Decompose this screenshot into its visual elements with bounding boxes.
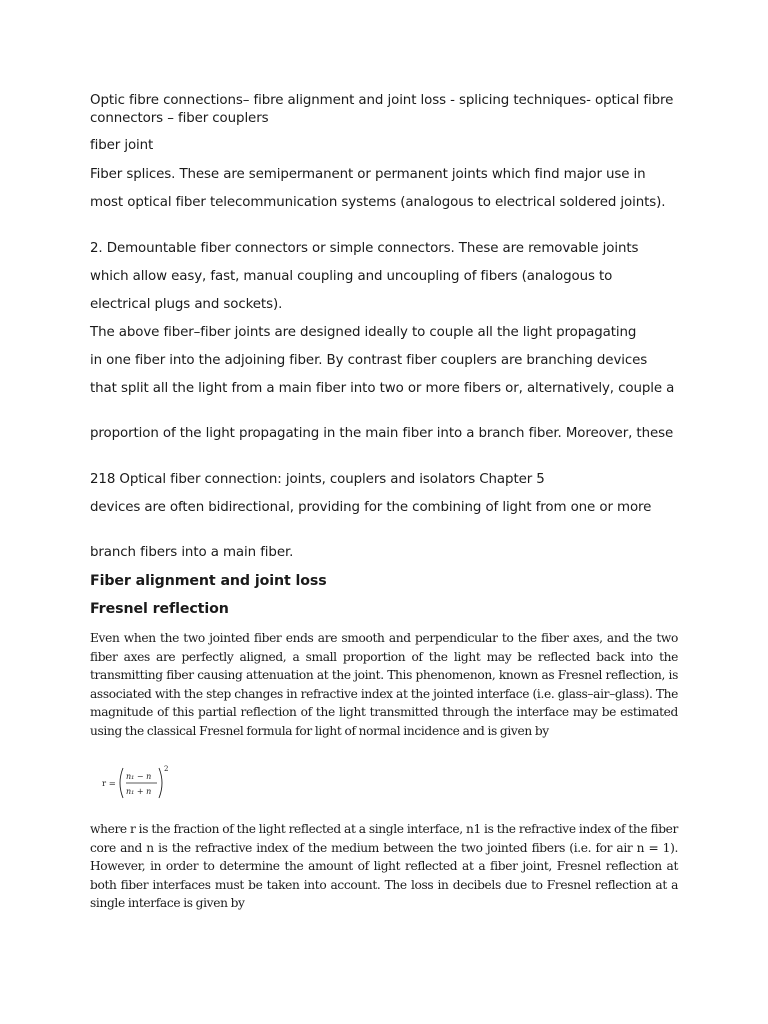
formula-denominator: n₁ + n (126, 787, 152, 796)
page-reference: 218 Optical fiber connection: joints, couplers and isolators Chapter 5 (90, 472, 545, 487)
formula-numerator: n₁ − n (126, 772, 152, 781)
paragraph-line: Fiber splices. These are semipermanent or permanent joints which find major use in (90, 167, 646, 182)
paragraph-line: which allow easy, fast, manual coupling and uncoupling of fibers (analogous to (90, 269, 613, 284)
paragraph-line: The above fiber–fiber joints are designed ideally to couple all the light propagating (90, 325, 637, 340)
heading-fresnel-reflection: Fresnel reflection (90, 601, 229, 617)
paragraph-line: branch fibers into a main fiber. (90, 545, 294, 560)
paragraph-line: 2. Demountable fiber connectors or simple connectors. These are removable joints (90, 241, 639, 256)
formula-lhs: r = (102, 779, 116, 789)
fresnel-explanation-paragraph: where r is the fraction of the light reflected at a single interface, n1 is the refractive index of the fiber core and n is the refractive index of the medium between the two jointed fibers (i.e. for air n = 1). However, in order to determine the amount of light reflected at a fiber joint, Fresnel reflection at both fiber interfaces must be taken into account. The loss in decibels due to Fresnel reflection at a single interface is given by (90, 822, 678, 911)
paragraph-line: that split all the light from a main fiber into two or more fibers or, alternatively, couple a (90, 381, 675, 396)
intro-topics: Optic fibre connections– fibre alignment and joint loss - splicing techniques- optical fibre connectors – fiber couplers (90, 93, 674, 126)
paragraph-line: electrical plugs and sockets). (90, 297, 283, 312)
formula-exponent: 2 (164, 765, 169, 773)
paragraph-line: proportion of the light propagating in the main fiber into a branch fiber. Moreover, these (90, 426, 674, 441)
fresnel-intro-paragraph: Even when the two jointed fiber ends are smooth and perpendicular to the fiber axes, and the two fiber axes are perfectly aligned, a small proportion of the light may be reflected back into the transmitting fiber causing attenuation at the joint. This phenomenon, known as Fresnel reflection, is associated with the step changes in refractive index at the jointed interface (i.e. glass–air–glass). The magnitude of this partial reflection of the light transmitted through the interface may be estimated using the classical Fresnel formula for light of normal incidence and is given by (90, 631, 678, 738)
formula-left-paren (120, 768, 123, 798)
formula-right-paren (159, 768, 162, 798)
paragraph-line: in one fiber into the adjoining fiber. By contrast fiber couplers are branching devices (90, 353, 648, 368)
heading-fiber-alignment: Fiber alignment and joint loss (90, 573, 327, 589)
subhead-fiber-joint: fiber joint (90, 138, 154, 153)
paragraph-line: most optical fiber telecommunication systems (analogous to electrical soldered joints). (90, 195, 666, 210)
fresnel-formula-image (102, 762, 172, 804)
paragraph-line: devices are often bidirectional, providing for the combining of light from one or more (90, 500, 652, 515)
